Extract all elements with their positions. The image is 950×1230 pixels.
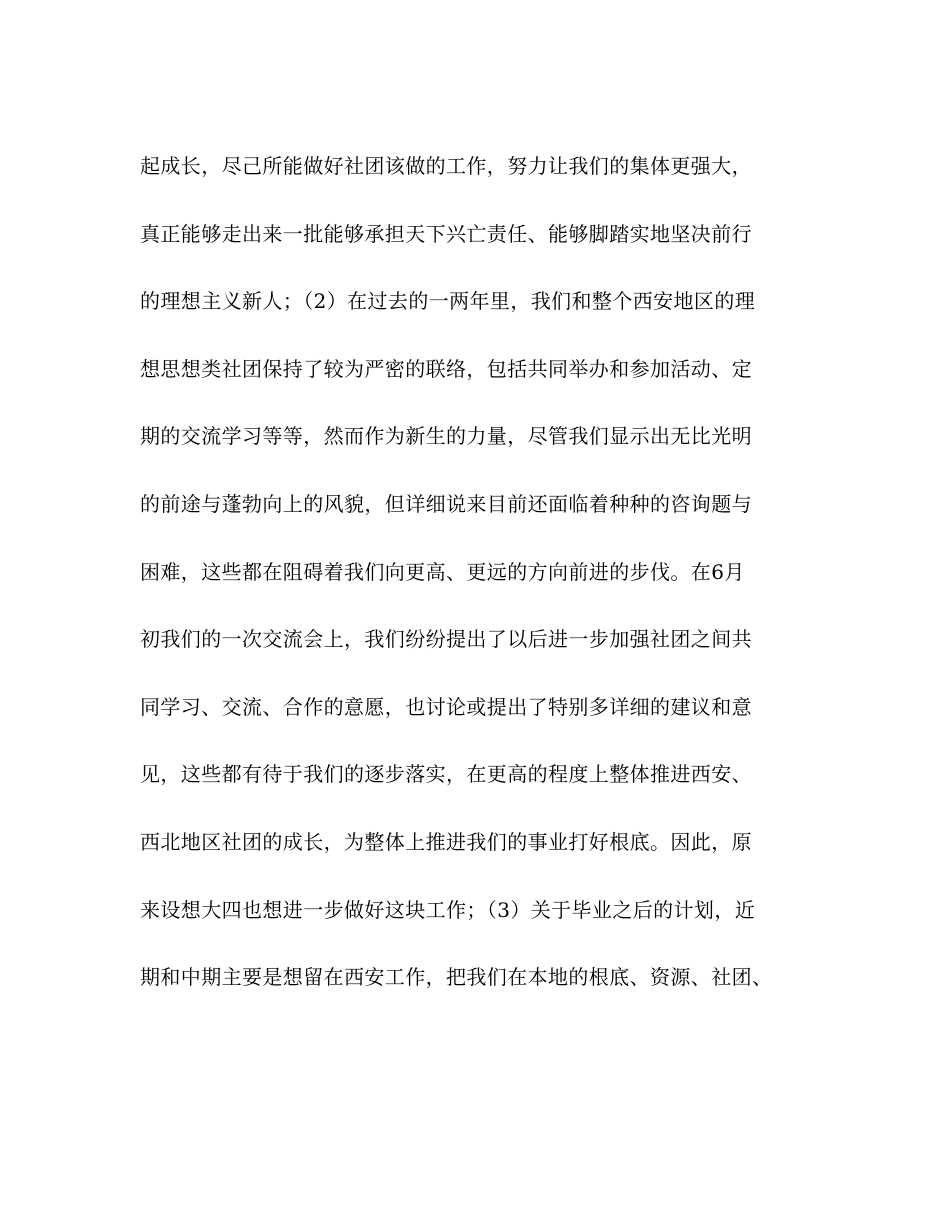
text-line: 西北地区社团的成长，为整体上推进我们的事业打好根底。因此，原 [140,829,752,854]
text-line: 真正能够走出来一批能够承担天下兴亡责任、能够脚踏实地坚决前行 [140,221,752,246]
text-line: 见，这些都有待于我们的逐步落实，在更高的程度上整体推进西安、 [140,762,752,787]
text-line: 同学习、交流、合作的意愿，也讨论或提出了特别多详细的建议和意 [140,694,752,719]
text-line: 困难，这些都在阻碍着我们向更高、更远的方向前进的步伐。在6月 [140,559,745,584]
text-line: 期的交流学习等等，然而作为新生的力量，尽管我们显示出无比光明 [140,424,752,449]
text-line: 初我们的一次交流会上，我们纷纷提出了以后进一步加强社团之间共 [140,627,752,652]
body-text [140,146,820,1025]
text-line: 期和中期主要是想留在西安工作，把我们在本地的根底、资源、社团、 [140,965,773,990]
text-line: 的前途与蓬勃向上的风貌，但详细说来目前还面临着种种的咨询题与 [140,491,752,516]
text-line: 起成长，尽己所能做好社团该做的工作，努力让我们的集体更强大， [140,154,752,178]
text-line: 想思想类社团保持了较为严密的联络，包括共同举办和参加活动、定 [140,356,752,381]
text-line: 的理想主义新人；（2）在过去的一两年里，我们和整个西安地区的理 [140,289,756,314]
text-line: 来设想大四也想进一步做好这块工作；（3）关于毕业之后的计划，近 [140,897,756,922]
